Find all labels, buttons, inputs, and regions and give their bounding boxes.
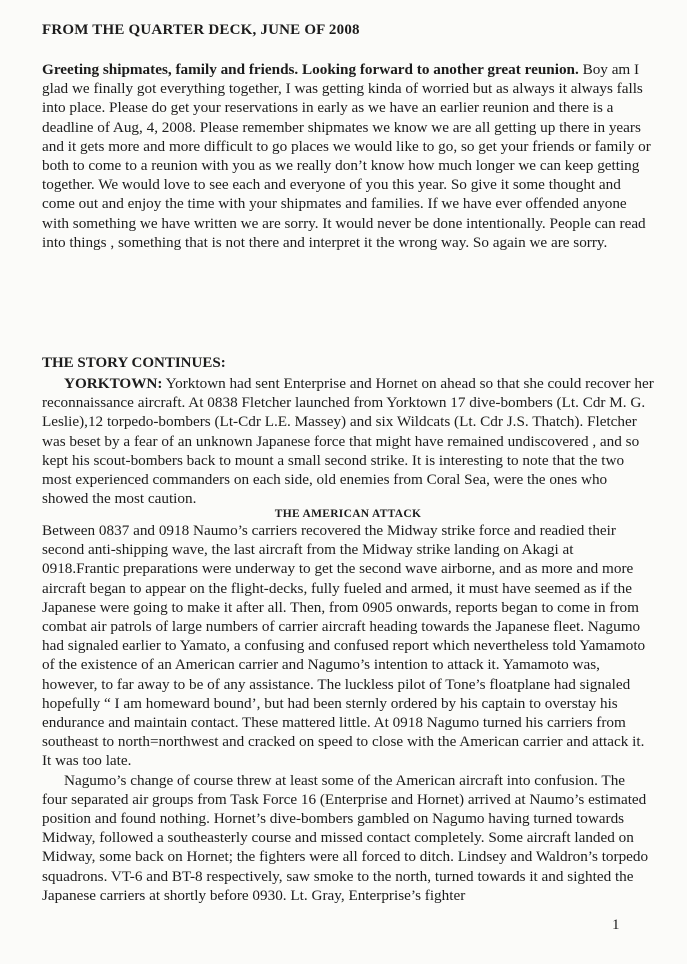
yorktown-label: YORKTOWN: <box>64 375 163 392</box>
intro-lead: Greeting shipmates, family and friends. Looking forward to another great reunion. <box>42 61 579 78</box>
story-heading: THE STORY CONTINUES: <box>42 355 226 371</box>
intro-paragraph <box>42 60 654 252</box>
attack-paragraph: Between 0837 and 0918 Naumo’s carriers recovered the Midway strike force and readied their second anti-shipping wave, the last aircraft from the Midway strike landing on Akagi at 0918.Frantic preparations were underway to get the second wave airborne, and as more and more aircraft began to appear on the flight-decks, fully fueled and armed, it must have seemed as if the Japanese were going to make it after all. Then, from 0905 onwards, reports began to come in from combat air patrols of large numbers of carrier aircraft heading towards the Japanese fleet. Nagumo had signaled earlier to Yamato, a confusing and confused report which nevertheless told Yamamoto of the existence of an American carrier and Nagumo’s intention to attack it. Yamamoto was, however, to far away to be of any assistance. The luckless pilot of Tone’s floatplane had signaled hopefully “ I am homeward bound’, but had been sternly ordered by his captain to overstay his endurance and maintain contact. These mattered little. At 0918 Nagumo turned his carriers from southeast to north=northwest and cracked on speed to close with the American carrier and attack it. It was too late. <box>42 522 646 770</box>
page-title: FROM THE QUARTER DECK, JUNE OF 2008 <box>42 22 360 38</box>
intro-body: Boy am I glad we finally got everything together, I was getting kinda of worried but as always it always falls into place. Please do get your reservations in early as we have an earlier reunion and there is a deadline of Aug, 4, 2008. Please remember shipmates we know we are all getting up there in years and it gets more and more difficult to go places we would like to go, so get your friends or family or both to come to a reunion with you as we really don’t know how much longer we can keep getting together. We would love to see each and everyone of you this year. So give it some thought and come out and enjoy the time with your shipmates and families. If we have ever offended anyone with something we have written we are sorry. It would never be done intentionally. People can read into things , something that is not there and interpret it the wrong way. So again we are sorry. <box>42 61 651 251</box>
american-attack-heading: THE AMERICAN ATTACK <box>274 508 422 521</box>
page-number: 1 <box>612 917 620 933</box>
yorktown-paragraph <box>42 374 654 508</box>
story-body <box>42 374 654 905</box>
course-paragraph: Nagumo’s change of course threw at least some of the American aircraft into confusion. The four separated air groups from Task Force 16 (Enterprise and Hornet) arrived at Naumo’s estimated position and found nothing. Hornet’s dive-bombers gambled on Nagumo having turned towards Midway, followed a southeasterly course and missed contact completely. Some aircraft landed on Midway, some back on Hornet; the fighters were all forced to ditch. Lindsey and Waldron’s torpedo squadrons. VT-6 and BT-8 respectively, saw smoke to the north, turned towards it and sighted the Japanese carriers at shortly before 0930. Lt. Gray, Enterprise’s fighter <box>42 771 649 904</box>
yorktown-text: Yorktown had sent Enterprise and Hornet on ahead so that she could recover her reconnaissance aircraft. At 0838 Fletcher launched from Yorktown 17 dive-bombers (Lt. Cdr M. G. Leslie),12 torpedo-bombers (Lt-Cdr L.E. Massey) and six Wildcats (Lt. Cdr J.S. Thatch). Fletcher was beset by a fear of an unknown Japanese force that might have remained undiscovered , and so kept his scout-bombers back to mount a small second strike. It is interesting to note that the two most experienced commanders on each side, old enemies from Coral Sea, were the ones who showed the most caution. <box>42 375 654 508</box>
